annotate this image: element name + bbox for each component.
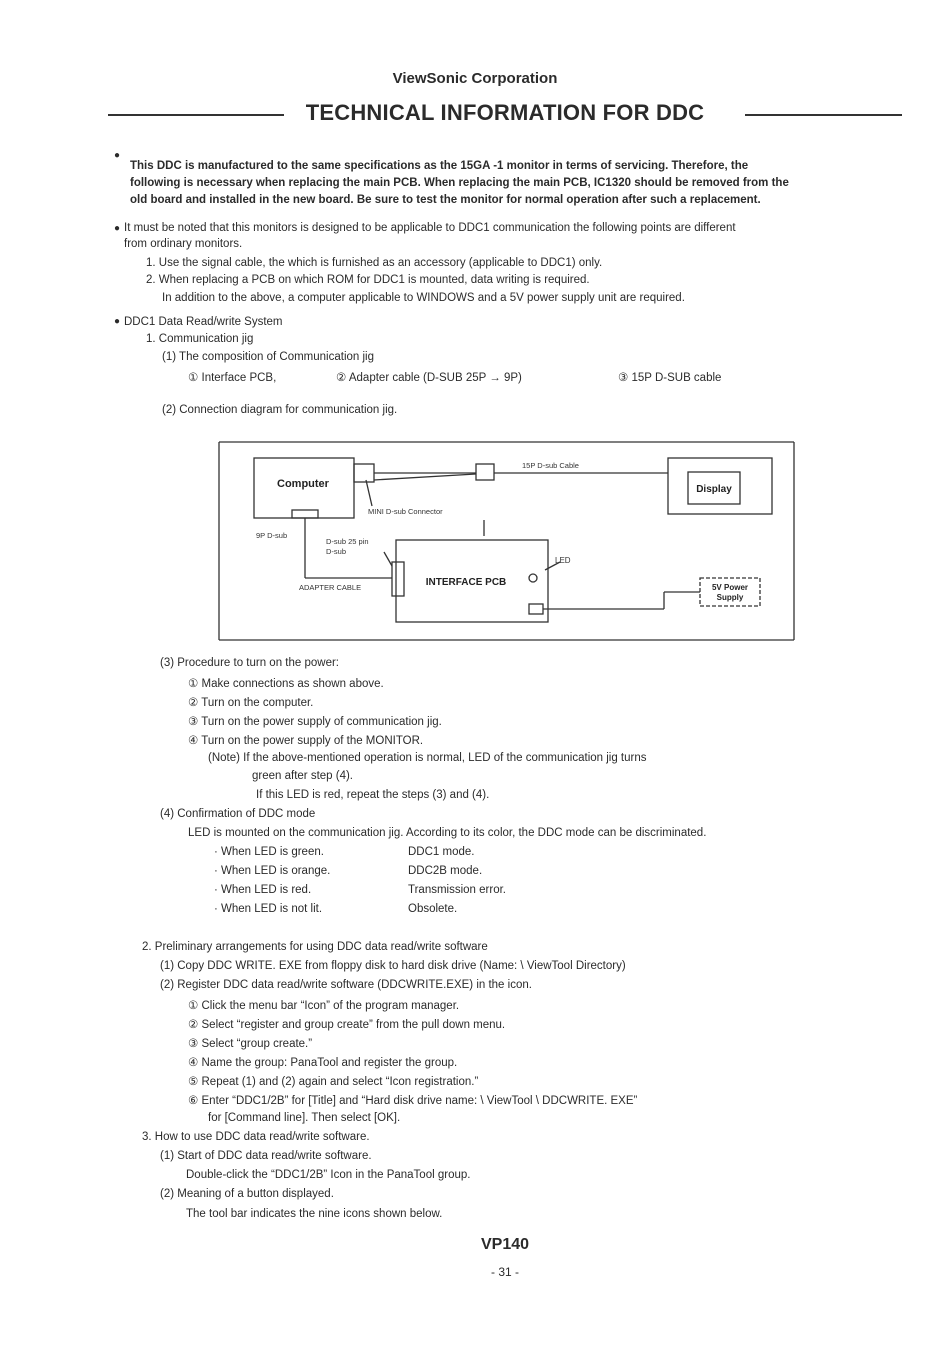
intro-line-3: old board and installed in the new board. Be sure to test the monitor for normal operation after such a replacement. — [130, 194, 761, 206]
part-1: ① Interface PCB, — [188, 372, 277, 384]
procedure-step: ② Turn on the computer. — [188, 697, 314, 709]
note-line-2: from ordinary monitors. — [124, 238, 243, 250]
section-1-heading: 1. Communication jig — [146, 333, 254, 345]
page-number: - 31 - — [490, 1265, 519, 1279]
bullet-icon: ● — [114, 223, 121, 234]
interface-pcb-label: INTERFACE PCB — [425, 577, 507, 588]
dsub-25-label-1: D-sub 25 pin — [326, 537, 369, 546]
section-3-2: (2) Meaning of a button displayed. — [160, 1188, 334, 1200]
intro-line-2: following is necessary when replacing the main PCB. When replacing the main PCB, IC1320 should be removed from the — [130, 177, 789, 189]
procedure-note-3: If this LED is red, repeat the steps (3) and (4). — [256, 789, 490, 801]
led-intro: LED is mounted on the communication jig. According to its color, the DDC mode can be discriminated. — [188, 827, 707, 839]
register-step: ⑤ Repeat (1) and (2) again and select “Icon registration.” — [188, 1076, 479, 1088]
display-label: Display — [696, 484, 732, 495]
register-step-6b: for [Command line]. Then select [OK]. — [208, 1112, 401, 1124]
connection-diagram — [0, 430, 950, 660]
register-step: ② Select “register and group create” from the pull down menu. — [188, 1019, 506, 1031]
part-3: ③ 15P D-SUB cable — [618, 372, 722, 384]
note-line-1: It must be noted that this monitors is designed to be applicable to DDC1 communication the following points are different — [124, 222, 736, 234]
register-step: ① Click the menu bar “Icon” of the program manager. — [188, 1000, 460, 1012]
section-3-1b: Double-click the “DDC1/2B” Icon in the PanaTool group. — [186, 1169, 471, 1181]
section-1-2-heading: (2) Connection diagram for communication jig. — [162, 404, 398, 416]
procedure-note-2: green after step (4). — [252, 770, 353, 782]
section-3-2b: The tool bar indicates the nine icons shown below. — [186, 1208, 443, 1220]
led-state-condition: · When LED is green. — [214, 846, 324, 858]
led-state-mode: DDC1 mode. — [408, 846, 475, 858]
title-rule-right — [745, 114, 902, 116]
power-supply-label-2: Supply — [716, 593, 744, 602]
section-1-4-heading: (4) Confirmation of DDC mode — [160, 808, 316, 820]
bullet-icon: ● — [114, 150, 121, 161]
led-state-mode: DDC2B mode. — [408, 865, 483, 877]
corporation-name: ViewSonic Corporation — [392, 70, 558, 87]
section-3-1: (1) Start of DDC data read/write software. — [160, 1150, 372, 1162]
mini-dsub-label: MINI D-sub Connector — [368, 507, 443, 516]
note-item-2: 2. When replacing a PCB on which ROM for DDC1 is mounted, data writing is required. — [146, 274, 590, 286]
procedure-step: ① Make connections as shown above. — [188, 678, 384, 690]
led-state-mode: Obsolete. — [408, 903, 458, 915]
procedure-step: ③ Turn on the power supply of communication jig. — [188, 716, 442, 728]
power-supply-label-1: 5V Power — [711, 583, 749, 592]
led-state-condition: · When LED is not lit. — [214, 903, 323, 915]
bullet-icon: ● — [114, 316, 121, 327]
procedure-note-1: (Note) If the above-mentioned operation is normal, LED of the communication jig turns — [208, 752, 647, 764]
section-3-heading: 3. How to use DDC data read/write software. — [142, 1131, 370, 1143]
register-step: ④ Name the group: PanaTool and register the group. — [188, 1057, 458, 1069]
page-title: TECHNICAL INFORMATION FOR DDC — [305, 100, 705, 125]
cable-15p-label: 15P D-sub Cable — [522, 461, 579, 470]
procedure-step: ④ Turn on the power supply of the MONITOR. — [188, 735, 424, 747]
section-1-1-heading: (1) The composition of Communication jig — [162, 351, 374, 363]
system-heading: DDC1 Data Read/write System — [124, 316, 283, 328]
register-step: ⑥ Enter “DDC1/2B” for [Title] and “Hard disk drive name: \ ViewTool \ DDCWRITE. EXE” — [188, 1095, 638, 1107]
note-item-1: 1. Use the signal cable, the which is furnished as an accessory (applicable to DDC1) only. — [146, 257, 603, 269]
intro-line-1: This DDC is manufactured to the same specifications as the 15GA -1 monitor in terms of servicing. Therefore, the — [130, 160, 749, 172]
led-state-condition: · When LED is red. — [214, 884, 312, 896]
part-2: ② Adapter cable (D-SUB 25P → 9P) — [336, 372, 522, 384]
section-2-heading: 2. Preliminary arrangements for using DDC data read/write software — [142, 941, 488, 953]
dsub-9p-label: 9P D-sub — [256, 531, 288, 540]
dsub-25-label-2: D-sub — [326, 547, 347, 556]
led-state-condition: · When LED is orange. — [214, 865, 331, 877]
note-item-2b: In addition to the above, a computer applicable to WINDOWS and a 5V power supply unit are required. — [162, 292, 685, 304]
computer-label: Computer — [277, 478, 329, 490]
led-label: LED — [555, 556, 571, 565]
led-state-mode: Transmission error. — [408, 884, 506, 896]
section-2-2: (2) Register DDC data read/write software (DDCWRITE.EXE) in the icon. — [160, 979, 532, 991]
section-1-3-heading: (3) Procedure to turn on the power: — [160, 657, 339, 669]
model-code: VP140 — [480, 1236, 530, 1253]
adapter-cable-label: ADAPTER CABLE — [299, 583, 362, 592]
register-step: ③ Select “group create.” — [188, 1038, 313, 1050]
section-2-1: (1) Copy DDC WRITE. EXE from floppy disk to hard disk drive (Name: \ ViewTool Directory) — [160, 960, 626, 972]
